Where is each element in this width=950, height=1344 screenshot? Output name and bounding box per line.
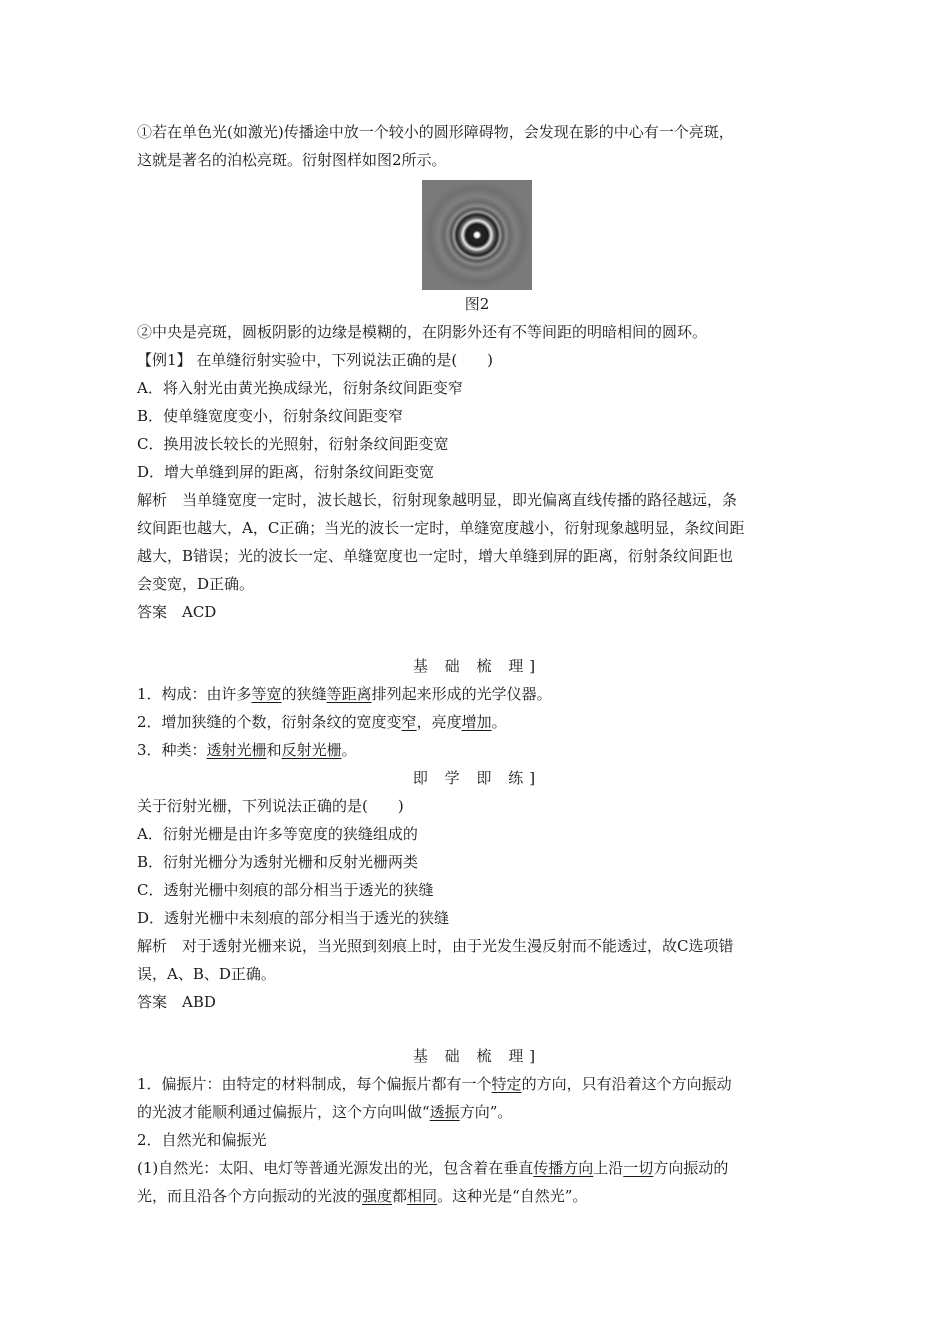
example-answer: 答案 ACD (137, 603, 217, 621)
practice-analysis-line1: 解析 对于透射光栅来说，当光照到刻痕上时，由于光发生漫反射而不能透过，故C选项错 (137, 937, 734, 955)
natural-light-line2: 光，而且沿各个方向振动的光波的强度都相同。这种光是“自然光”。 (137, 1187, 588, 1205)
figure-caption: 图2 (464, 295, 490, 313)
polarizer-item-1-line1: 1．偏振片：由特定的材料制成，每个偏振片都有一个特定的方向，只有沿着这个方向振动 (137, 1075, 732, 1093)
polarizer-item-1-line2: 的光波才能顺利通过偏振片，这个方向叫做“透振方向”。 (137, 1103, 513, 1121)
grating-item-1: 1．构成：由许多等宽的狭缝等距离排列起来形成的光学仪器。 (137, 685, 552, 703)
practice-option-a: A．衍射光栅是由许多等宽度的狭缝组成的 (137, 825, 418, 843)
poisson-spot-image (422, 180, 532, 290)
section-heading-basics-1: 基 础 梳 理] (412, 657, 542, 675)
example-option-c: C．换用波长较长的光照射，衍射条纹间距变宽 (137, 435, 449, 453)
grating-item-3: 3．种类：透射光栅和反射光栅。 (137, 741, 357, 759)
example-analysis-line2: 纹间距也越大，A，C正确；当光的波长一定时，单缝宽度越小，衍射现象越明显，条纹间距 (137, 519, 745, 537)
practice-option-c: C．透射光栅中刻痕的部分相当于透光的狭缝 (137, 881, 434, 899)
example-analysis-line3: 越大，B错误；光的波长一定、单缝宽度也一定时，增大单缝到屏的距离，衍射条纹间距也 (137, 547, 734, 565)
paragraph-poisson-line1: ①若在单色光(如激光)传播途中放一个较小的圆形障碍物，会发现在影的中心有一个亮斑， (137, 123, 734, 141)
example-analysis-line4: 会变宽，D正确。 (137, 575, 255, 593)
practice-option-b: B．衍射光栅分为透射光栅和反射光栅两类 (137, 853, 419, 871)
paragraph-poisson-line2: 这就是著名的泊松亮斑。衍射图样如图2所示。 (137, 151, 447, 169)
section-heading-practice: 即 学 即 练] (412, 769, 542, 787)
section-heading-basics-2: 基 础 梳 理] (412, 1047, 542, 1065)
grating-item-2: 2．增加狭缝的个数，衍射条纹的宽度变窄，亮度增加。 (137, 713, 507, 731)
natural-light-line1: (1)自然光：太阳、电灯等普通光源发出的光，包含着在垂直传播方向上沿一切方向振动的 (137, 1159, 729, 1177)
diffraction-pattern-image (422, 180, 532, 290)
practice-option-d: D．透射光栅中未刻痕的部分相当于透光的狭缝 (137, 909, 450, 927)
example-stem: 【例1】 在单缝衍射实验中，下列说法正确的是( ) (137, 351, 494, 369)
practice-answer: 答案 ABD (137, 993, 216, 1011)
practice-stem: 关于衍射光栅，下列说法正确的是( ) (137, 797, 404, 815)
example-analysis-line1: 解析 当单缝宽度一定时，波长越长，衍射现象越明显，即光偏离直线传播的路径越远，条 (137, 491, 738, 509)
polarizer-item-2: 2．自然光和偏振光 (137, 1131, 267, 1149)
practice-analysis-line2: 误，A、B、D正确。 (137, 965, 276, 983)
example-option-b: B．使单缝宽度变小，衍射条纹间距变窄 (137, 407, 404, 425)
example-option-d: D．增大单缝到屏的距离，衍射条纹间距变宽 (137, 463, 435, 481)
paragraph-center-bright: ②中央是亮斑，圆板阴影的边缘是模糊的，在阴影外还有不等间距的明暗相间的圆环。 (137, 323, 708, 341)
document-page (137, 118, 817, 1210)
example-option-a: A．将入射光由黄光换成绿光，衍射条纹间距变窄 (137, 379, 463, 397)
